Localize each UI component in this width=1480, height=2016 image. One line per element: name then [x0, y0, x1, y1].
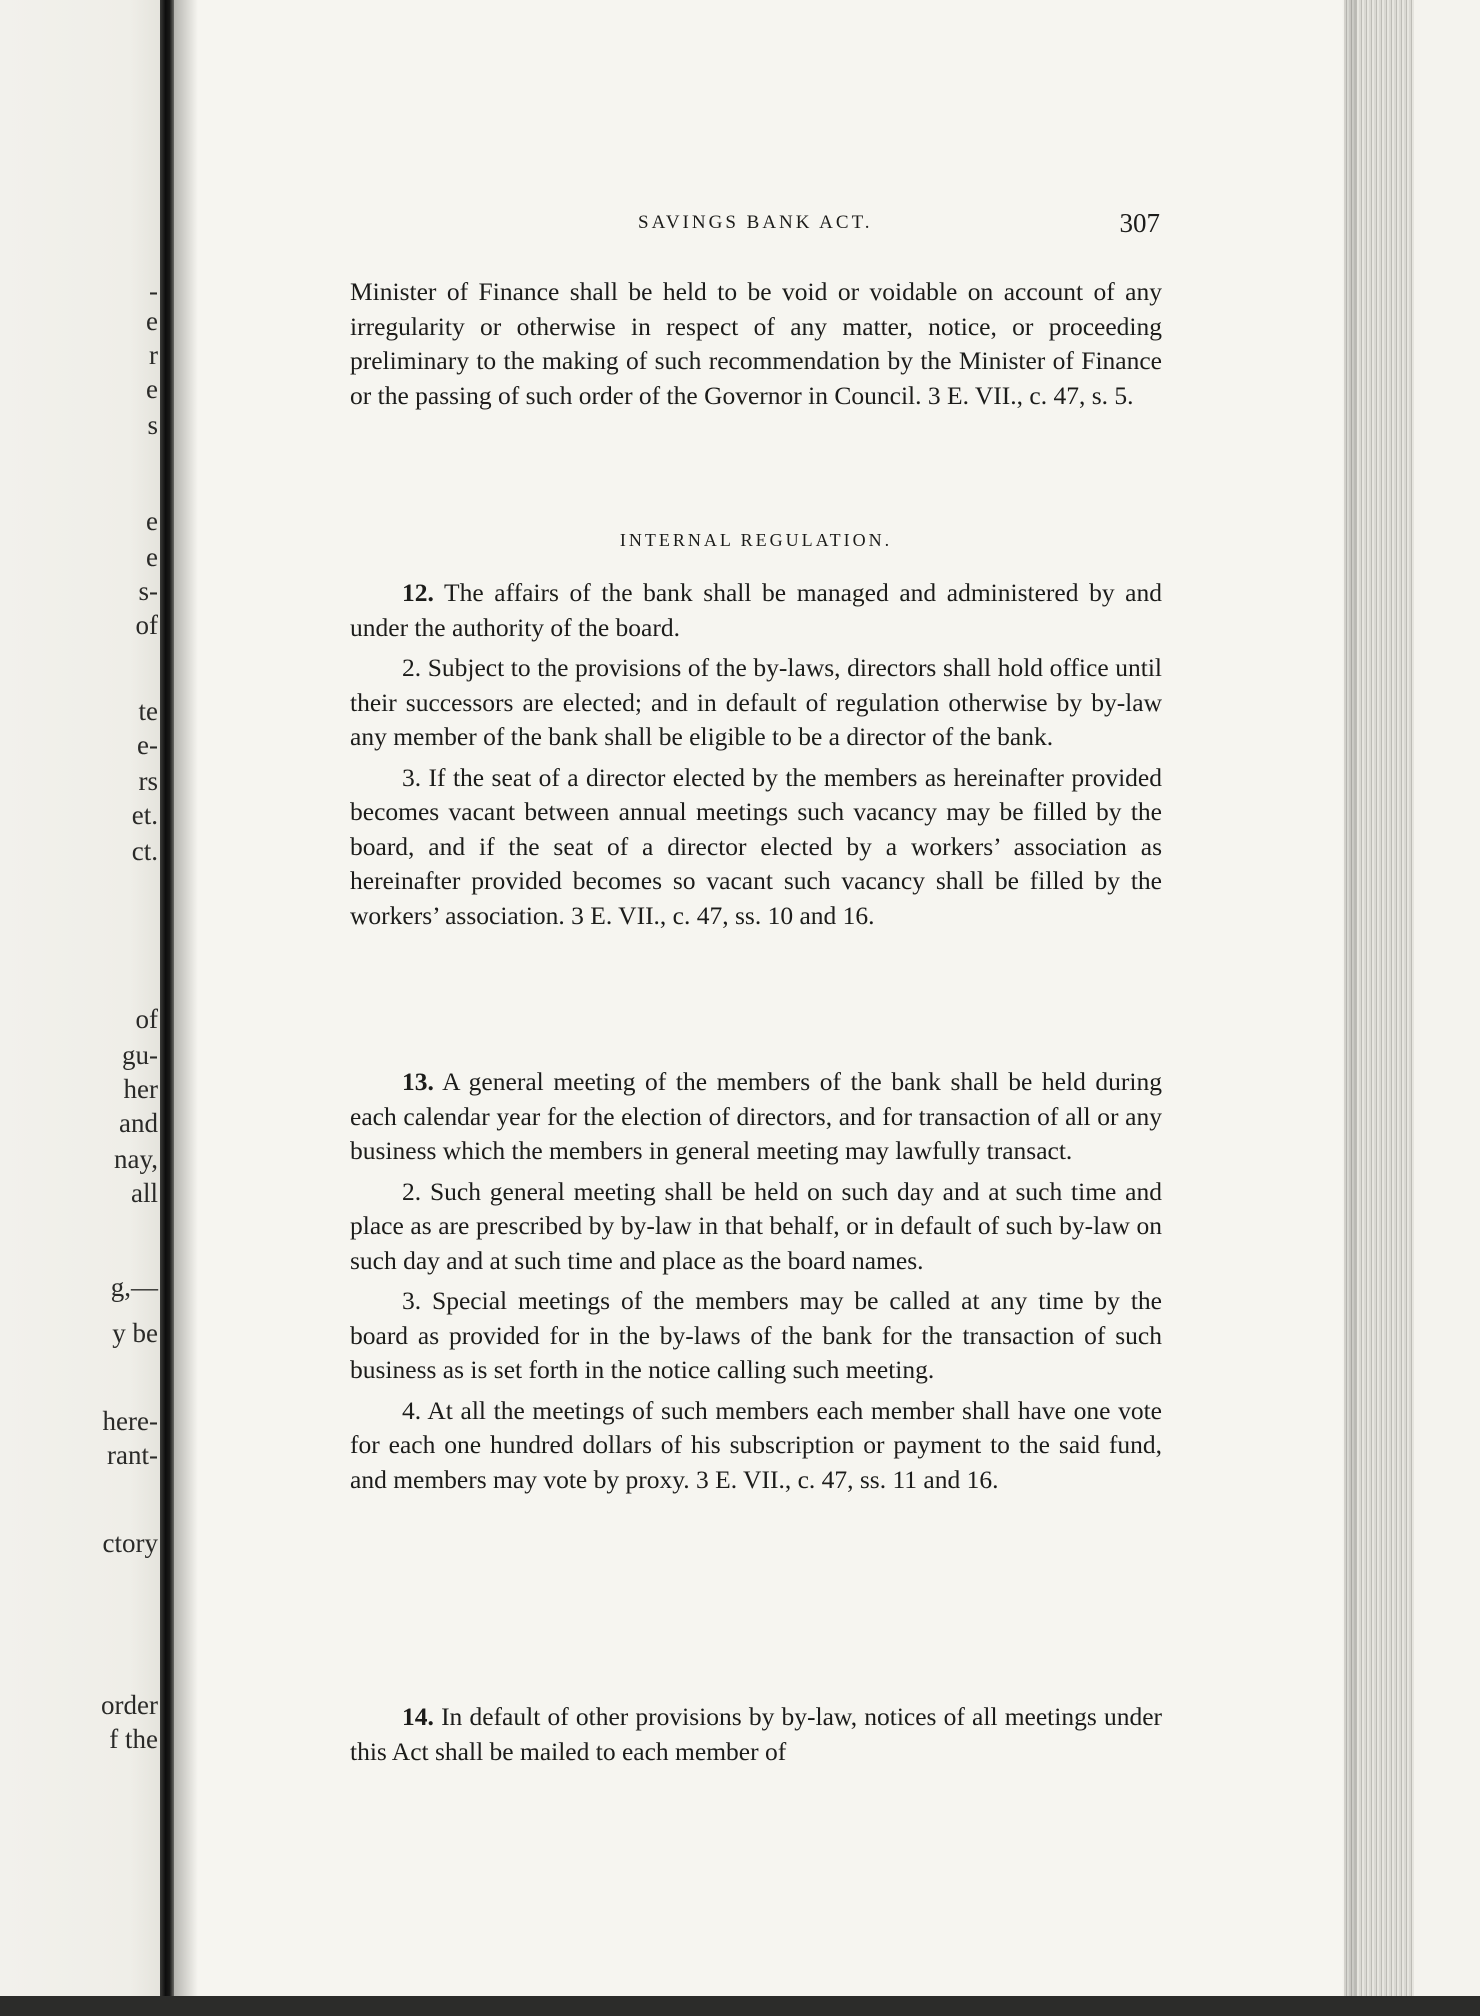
left-page-text-fragment: te [138, 696, 158, 726]
running-head-title: SAVINGS BANK ACT. [638, 212, 873, 233]
left-page-text-fragment: her [123, 1074, 158, 1104]
section-12 [350, 576, 1162, 933]
intro-paragraph: Minister of Finance shall be held to be void or voidable on account of any irregularity or otherwise in respect of any matter, notice, or proceeding preliminary to the making of such recommendation by the Minister of Finance or the passing of such order of the Governor in Council. 3 E. VII., c. 47, s. 5. [350, 277, 1162, 410]
left-page-text-fragment: y be [112, 1318, 158, 1348]
section-13-para: 13. A general meeting of the members of the bank shall be held during each calendar year for the election of directors, and for transaction of all or any business which the members in general meeting may lawfully transact. [350, 1067, 1163, 1165]
book-gutter [160, 0, 174, 2016]
subsection: 3. If the seat of a director elected by the members as hereinafter provided becomes vacant between annual meetings such vacancy may be filled by the board, and if the seat of a director elected by a workers’ association as hereinafter provided becomes so vacant such vacancy shall be filled by the workers’ association. 3 E. VII., c. 47, ss. 10 and 16. [350, 762, 1162, 930]
intro-block [350, 275, 1162, 413]
subsection: 2. Subject to the provisions of the by-laws, directors shall hold office until their successors are elected; and in default of regulation otherwise by by-law any member of the bank shall be eligible to be a director of the bank. [350, 653, 1162, 751]
left-page-text-fragment: of [135, 610, 158, 640]
left-page-text-fragment: of [135, 1004, 158, 1034]
left-page-text-fragment: s [147, 410, 158, 440]
subsection: 2. Such general meeting shall be held on such day and at such time and place as are prescribed by by-law in that behalf, or in default of such by-law on such day and at such time and place as the board names. [350, 1176, 1162, 1275]
left-page-text-fragment: ct. [131, 836, 158, 866]
section-14-para: 14. In default of other provisions by by-law, notices of all meetings under this Act shall be mailed to each member of [350, 1702, 1163, 1766]
left-page-edge [0, 0, 162, 2016]
left-page-text-fragment: e [146, 542, 158, 572]
left-page-text-fragment: s- [138, 576, 158, 606]
left-page-text-fragment: - [149, 276, 158, 306]
left-page-text-fragment: all [131, 1178, 158, 1208]
left-page-text-fragment: e [146, 306, 158, 336]
section-heading: INTERNAL REGULATION. [619, 530, 893, 550]
left-page-text-fragment: nay, [114, 1144, 158, 1174]
left-page-text-fragment: g,— [110, 1272, 158, 1302]
section-number: 12. [402, 578, 434, 607]
left-page-text-fragment: and [119, 1108, 158, 1138]
scan-bottom-edge [0, 1996, 1480, 2016]
left-page-text-fragment: r [149, 340, 158, 370]
section-14 [350, 1700, 1162, 1769]
left-page-text-fragment: f the [109, 1724, 158, 1754]
left-page-text-fragment: e [146, 506, 158, 536]
left-page-text-fragment: rant- [107, 1440, 158, 1470]
left-page-text-fragment: e- [137, 730, 158, 760]
left-page-text-fragment: order [101, 1690, 158, 1720]
subsection: 3. Special meetings of the members may be called at any time by the board as provided for in the by-laws of the bank for the transaction of such business as is set forth in the notice calling such meeting. [350, 1286, 1162, 1384]
left-page-text-fragment: gu- [122, 1040, 158, 1070]
running-head [350, 208, 1160, 246]
section-12-para: 12. The affairs of the bank shall be managed and administered by and under the authority of the board. [350, 578, 1162, 642]
section-number: 13. [402, 1067, 434, 1096]
section-13 [350, 1065, 1162, 1497]
left-page-text-fragment: et. [131, 800, 158, 830]
left-page-text-fragment: here- [102, 1406, 158, 1436]
left-page-text-fragment: e [146, 374, 158, 404]
page-number: 307 [1119, 208, 1160, 238]
left-page-text-fragment: ctory [102, 1528, 158, 1558]
subsection: 4. At all the meetings of such members each member shall have one vote for each one hundred dollars of his subscription or payment to the said fund, and members may vote by proxy. 3 E. VII., c. 47, ss. 11 and 16. [350, 1395, 1162, 1494]
section-number: 14. [402, 1702, 434, 1731]
left-page-text-fragment: rs [138, 766, 158, 796]
